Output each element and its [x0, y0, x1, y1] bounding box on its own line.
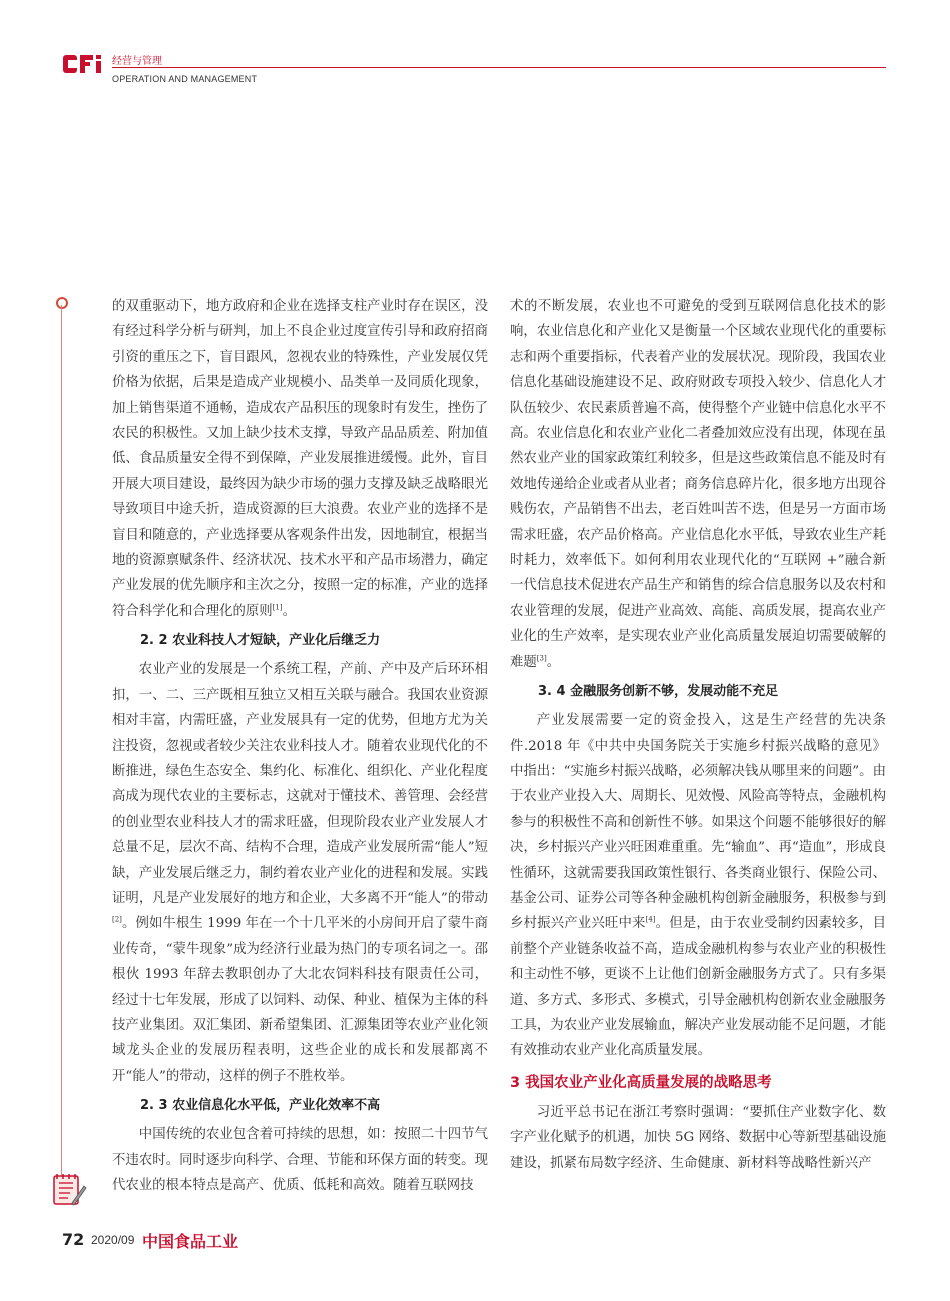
- subsection-heading: 2. 3 农业信息化水平低，产业化效率不高: [140, 1098, 381, 1114]
- section-heading: 3 我国农业产业化高质量发展的战略思考: [510, 1074, 772, 1091]
- issue-date: 2020/09: [91, 1233, 135, 1247]
- header-rule: [112, 67, 886, 68]
- citation-ref: [2]: [112, 915, 122, 924]
- subsection-heading: 3. 4 金融服务创新不够，发展动能不充足: [538, 684, 779, 700]
- page-number: 72: [62, 1230, 85, 1249]
- body-paragraph: 中国传统的农业包含着可持续的思想，如：按照二十四节气不违农时。同时逐步向科学、合理、节能和环保方面的转变。现代农业的根本特点是高产、优质、低耗和高效。随着互联网技: [112, 1127, 488, 1193]
- body-paragraph: 产业发展需要一定的资金投入，这是生产经营的先决条件.2018 年《中共中央国务院关于实施乡村振兴战略的意见》中指出：“实施乡村振兴战略，必须解决钱从哪里来的问题”。由于农业产业投入大、周期长、见效慢、风险高等特点，金融机构参与的积极性不高和创新性不够。如果这个问题不能够很好的解决，乡村振兴产业兴旺困难重重。先“输血”、再“造血”，形成良性循环，这就需要我国政策性银行、各类商业银行、保险公司、基金公司、证券公司等各种金融机构创新金融服务，积极参与到乡村振兴产业兴旺中来[4]。但是，由于农业受制约因素较多，目前整个产业链条收益不高，造成金融机构参与农业产业的积极性和主动性不够，更谈不上让他们创新金融服务方式了。只有多渠道、多方式、多形式、多模式，引导金融机构创新农业金融服务工具，为农业产业发展输血，解决产业发展动能不足问题，才能有效推动农业产业化高质量发展。: [510, 713, 887, 1059]
- citation-ref: [3]: [536, 654, 547, 663]
- body-paragraph: 习近平总书记在浙江考察时强调：“要抓住产业数字化、数字产业化赋予的机遇，加快 5G 网络、数据中心等新型基础设施建设，抓紧布局数字经济、生命健康、新材料等战略性新兴产: [510, 1104, 886, 1171]
- citation-ref: [4]: [645, 915, 656, 924]
- section-title-en: OPERATION AND MANAGEMENT: [112, 74, 258, 84]
- side-rule: [61, 305, 62, 1175]
- left-column: [112, 294, 488, 1198]
- body-paragraph: 农业产业的发展是一个系统工程，产前、产中及产后环环相扣，一、二、三产既相互独立又相互关联与融合。我国农业资源相对丰富，内需旺盛，产业发展具有一定的优势，但地方尤为关注投资，忽视或者较少关注农业科技人才。随着农业现代化的不断推进，绿色生态安全、集约化、标准化、组织化、产业化程度高成为现代农业的主要标志，这就对于懂技术、善管理、会经营的创业型农业科技人才的需求旺盛，但现阶段农业产业发展人才总量不足，层次不高、结构不合理，造成产业发展所需“能人”短缺，产业发展后继乏力，制约着农业产业化的进程和发展。实践证明，凡是产业发展好的地方和企业，大多离不开“能人”的带动[2]。例如牛根生 1999 年在一个十几平米的小房间开启了蒙牛商业传奇，“蒙牛现象”成为经济行业最为热门的专项名词之一。邵根伙 1993 年辞去教职创办了大北农饲料科技有限责任公司，经过十七年发展，形成了以饲料、动保、种业、植保为主体的科技产业集团。双汇集团、新希望集团、汇源集团等农业产业化领域龙头企业的发展历程表明，这些企业的成长和发展都离不开“能人”的带动，这样的例子不胜枚举。: [112, 662, 488, 1084]
- body-paragraph: 的双重驱动下，地方政府和企业在选择支柱产业时存在误区，没有经过科学分析与研判，加上不良企业过度宣传引导和政府招商引资的重压之下，盲目跟风，忽视农业的特殊性，产业发展仅凭价格为依据，后果是造成产业规模小、品类单一及同质化现象，加上销售渠道不通畅，造成农产品积压的现象时有发生，挫伤了农民的积极性。又加上缺少技术支撑，导致产品品质差、附加值低、食品质量安全得不到保障，产业发展推进缓慢。此外，盲目开展大项目建设，最终因为缺少市场的强力支撑及缺乏战略眼光导致项目中途夭折，造成资源的巨大浪费。农业产业的选择不是盲目和随意的，产业选择要从客观条件出发，因地制宜，根据当地的资源禀赋条件、经济状况、技术水平和产品市场潜力，确定产业发展的优先顺序和主次之分，按照一定的标准，产业的选择符合科学化和合理化的原则[1]。: [112, 299, 488, 619]
- body-paragraph: 术的不断发展，农业也不可避免的受到互联网信息化技术的影响，农业信息化和产业化又是衡量一个区域农业现代化的重要标志和两个重要指标，代表着产业的发展状况。现阶段，我国农业信息化基础设施建设不足、政府财政专项投入较少、信息化人才队伍较少、农民素质普遍不高，使得整个产业链中信息化水平不高。农业信息化和农业产业化二者叠加效应没有出现，体现在虽然农业产业的国家政策红利较多，但是这些政策信息不能及时有效地传递给企业或者从业者；商务信息碎片化，很多地方出现谷贱伤农，产品销售不出去，老百姓叫苦不迭，但是另一方面市场需求旺盛，农产品价格高。产业信息化水平低，导致农业生产耗时耗力，效率低下。如何利用农业现代化的“互联网 +”融合新一代信息技术促进农产品生产和销售的综合信息服务以及农村和农业管理的发展，促进产业高效、高能、高质发展，提高农业产业化的生产效率，是实现农业产业化高质量发展迫切需要破解的难题[3]。: [510, 299, 886, 670]
- right-column: [510, 294, 886, 1176]
- section-title-cn: 经营与管理: [112, 56, 162, 67]
- magazine-name: 中国食品工业: [142, 1232, 239, 1251]
- citation-ref: [1]: [272, 603, 283, 612]
- subsection-heading: 2. 2 农业科技人才短缺，产业化后继乏力: [140, 633, 381, 649]
- notepad-pen-icon: [50, 1170, 88, 1208]
- side-dot-icon: [56, 297, 68, 309]
